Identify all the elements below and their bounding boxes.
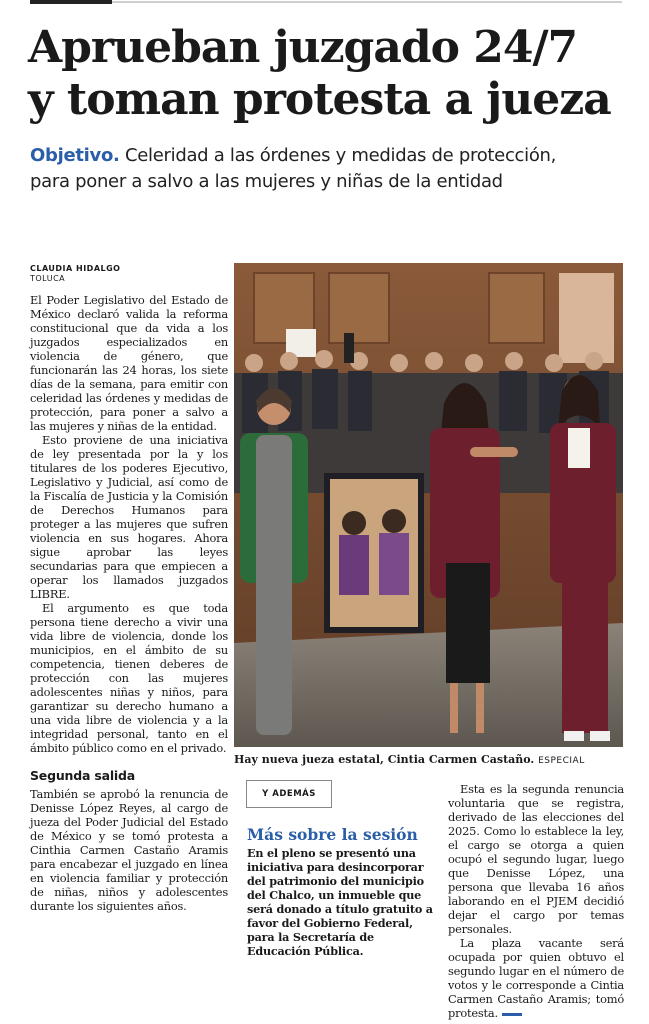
sidebar-body: En el pleno se presentó una iniciativa para desincorporar del patrimonio del municipio del Chalco, un inmueble que será donado a título gratuito a favor del Gobierno Federal, para la Secretaría de Educación Pública.: [247, 846, 433, 958]
byline: [30, 264, 120, 284]
deck-line-1-text: Celeridad a las órdenes y medidas de protección,: [119, 145, 557, 166]
deck-line-2: para poner a salvo a las mujeres y niñas de la entidad: [30, 171, 503, 192]
sidebar-box: [247, 826, 433, 958]
paragraph-6-text: La plaza vacante será ocupada por quien obtuvo el segundo lugar en el número de votos y le corresponde a Cintia Carmen Castaño Aramis; tomó protesta.: [448, 936, 624, 1020]
photo-illustration: [234, 263, 623, 747]
paragraph-3: El argumento es que toda persona tiene derecho a vivir una vida libre de violencia, donde los municipios, en el ámbito de su competencia, tienen deberes de protección con las mujeres adolescentes niñas y niños, para garantizar su derecho humano a una vida libre de violencia y a la integridad personal, tanto en el ámbito público como en el privado.: [30, 601, 228, 755]
photo-credit: ESPECIAL: [538, 756, 585, 766]
paragraph-1: El Poder Legislativo del Estado de México declaró valida la reforma constitucional que da vida a los juzgados especializados en violencia de género, que funcionarán las 24 horas, los siete días de la semana, para emitir con celeridad las órdenes y medidas de protección, para poner a salvo a las mujeres y niñas de la entidad.: [30, 293, 228, 433]
byline-author: CLAUDIA HIDALGO: [30, 264, 121, 273]
byline-location: TOLUCA: [30, 274, 66, 283]
paragraph-2: Esto proviene de una iniciativa de ley presentada por la y los titulares de los poderes Ejecutivo, Legislativo y Judicial, así como de la Fiscalía de Justicia y la Comisión de Derechos Humanos para proteger a las mujeres que sufren violencia en sus hogares. Ahora sigue aprobar las leyes secundarias para que empiecen a operar los llamados juzgados LIBRE.: [30, 433, 228, 601]
headline-line-2: y toman protesta a jueza: [28, 74, 611, 125]
headline-line-1: Aprueban juzgado 24/7: [28, 22, 578, 73]
top-rule: [0, 0, 649, 6]
caption-text: Hay nueva jueza estatal, Cintia Carmen Castaño.: [234, 753, 535, 766]
section-rule-light: [112, 1, 622, 3]
subhead-segunda-salida: Segunda salida: [30, 768, 135, 783]
paragraph-5: Esta es la segunda renuncia voluntaria que se registra, derivado de las elecciones del 2025. Como lo establece la ley, el cargo se otorga a quien ocupó el segundo lugar, luego que Denisse López, una persona que llevaba 16 años laborando en el PJEM decidió dejar el cargo por temas personales.: [448, 782, 624, 936]
body-column-1: [30, 293, 228, 913]
end-mark-icon: [502, 1013, 522, 1016]
headline: [28, 22, 628, 126]
paragraph-4: También se aprobó la renuncia de Denisse López Reyes, al cargo de jueza del Poder Judicial del Estado de México y se tomó protesta a Cinthia Carmen Castaño Aramis para encabezar el juzgado en línea en violencia familiar y protección de niñas, niños y adolescentes durante los siguientes años.: [30, 787, 228, 913]
body-column-3: [448, 782, 624, 1020]
sidebar-title: Más sobre la sesión: [247, 825, 418, 844]
section-rule-dark: [30, 0, 112, 4]
news-photo: [234, 263, 623, 747]
deck-line-1: [30, 143, 630, 169]
deck-keyword: Objetivo.: [30, 145, 120, 166]
deck: [30, 143, 630, 195]
paragraph-6: [448, 936, 624, 1020]
y-ademas-label: Y ADEMÁS: [246, 780, 332, 808]
photo-caption: [234, 753, 624, 768]
